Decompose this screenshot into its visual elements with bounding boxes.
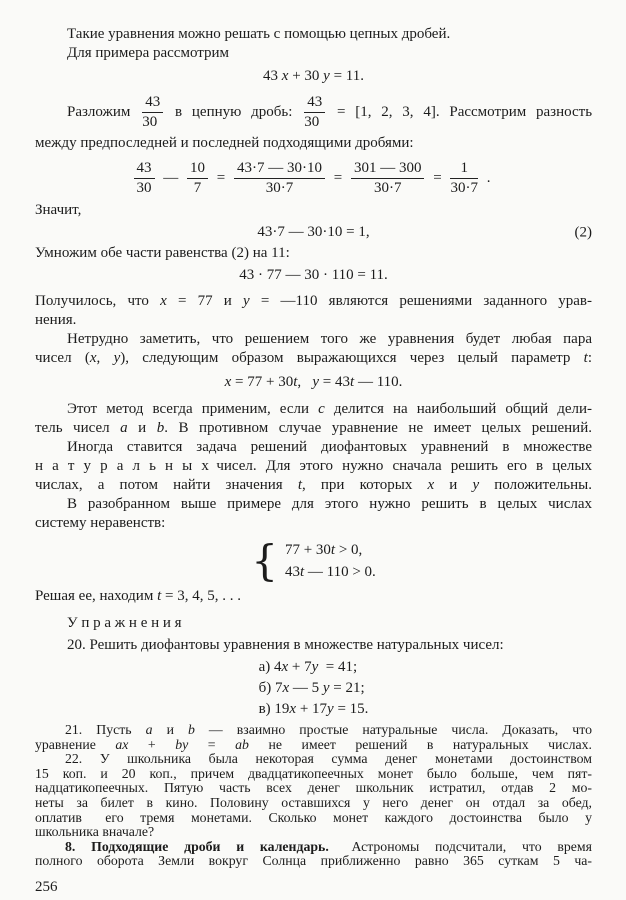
equation-parametric: x = 77 + 30t, y = 43t — 110. xyxy=(224,374,403,390)
fraction-denominator: 30 xyxy=(136,179,152,196)
fraction-difference xyxy=(234,160,325,198)
fraction-10-7 xyxy=(187,160,208,198)
inline-fraction-2 xyxy=(304,94,325,132)
fraction-numerator: 1 xyxy=(450,160,478,179)
exercise-b: б) 7x — 5 y = 21; xyxy=(258,680,365,696)
problem-22-line-3: надцатикопеечных. Пятую часть всех денег школьник истратил, отдав 2 мо- xyxy=(35,780,592,796)
example-line-2: систему неравенств: xyxy=(35,515,166,531)
intro-line-2: Для примера рассмотрим xyxy=(67,45,230,61)
solution-line: Решая ее, находим t = 3, 4, 5, . . . xyxy=(35,588,241,604)
result-line-2: нения. xyxy=(35,312,77,328)
system-rows xyxy=(285,539,376,583)
exercise-equations xyxy=(35,657,592,720)
fraction-301-300 xyxy=(351,160,425,198)
expand-fraction-line xyxy=(35,94,592,132)
remark-line-1: Нетрудно заметить, что решением того же уравнения будет любая пара xyxy=(67,331,592,347)
fraction-denominator: 7 xyxy=(193,179,202,196)
equation-main: 43 x + 30 y = 11. xyxy=(263,68,364,84)
inequality-2: 43t — 110 > 0. xyxy=(284,564,376,580)
fraction-denominator: 30 xyxy=(304,114,320,131)
problem-20-line: 20. Решить диофантовы уравнения в множестве натуральных чисел: xyxy=(67,637,504,653)
equation-multiplied: 43 · 77 — 30 · 110 = 11. xyxy=(239,267,388,283)
fraction-numerator: 10 xyxy=(187,160,208,179)
problem-22-line-5: оплатив его тремя монетами. Сколько монет каждого достоинства было у xyxy=(35,809,592,825)
fraction-denominator: 30·7 xyxy=(373,179,402,196)
example-line-1: В разобранном выше примере для этого нужно решить в целых числах xyxy=(67,496,592,512)
exercise-a: а) 4x + 7y = 41; xyxy=(258,659,358,675)
fraction-numerator: 43 xyxy=(304,94,325,113)
equation-2-labeled xyxy=(35,223,592,242)
equals-operator: = xyxy=(333,169,343,186)
exercise-c: в) 19x + 17y = 15. xyxy=(258,701,369,717)
system-brace: { xyxy=(251,536,278,585)
remark-line-2: чисел (x, y), следующим образом выражающихся через целый параметр t: xyxy=(35,350,593,366)
fraction-numerator: 43 xyxy=(142,94,163,113)
method-line-2: тель чисел a и b. В противном случае уравнение не имеет целых решений. xyxy=(35,420,592,436)
problem-22-line-2: 15 коп. и 20 коп., причем двадцатикопеечных монет было больше, чем пят- xyxy=(35,765,592,781)
page-number: 256 xyxy=(35,878,58,895)
small-print-section xyxy=(35,723,592,869)
inequality-system xyxy=(35,538,592,584)
fraction-denominator: 30·7 xyxy=(265,179,294,196)
natural-line-3: числах, а потом найти значения t, при которых x и y положительны. xyxy=(35,477,593,493)
problem-21-line-1: 21. Пусть a и b — взаимно простые натуральные числа. Доказать, что xyxy=(65,722,592,737)
expand-text-1: Разложим xyxy=(67,104,131,121)
fraction-numerator: 301 — 300 xyxy=(351,160,425,179)
fraction-denominator: 30 xyxy=(142,114,158,131)
fraction-denominator: 30·7 xyxy=(450,179,478,196)
znachit-line: Значит, xyxy=(35,202,82,218)
fraction-43-30 xyxy=(134,160,155,198)
problem-21-line-2: уравнение ax + by = ab не имеет решений в натуральных числах. xyxy=(35,736,592,752)
expand-text-3: = [1, 2, 3, 4]. Рассмотрим разность xyxy=(336,104,593,121)
minus-operator: — xyxy=(163,169,179,186)
problem-22-line-6: школьника вначале? xyxy=(35,824,155,840)
inline-fraction-1 xyxy=(142,94,163,132)
natural-line-2: н а т у р а л ь н ы х чисел. Для этого нужно сначала решить его в целых xyxy=(35,458,592,474)
multiply-line: Умножим обе части равенства (2) на 11: xyxy=(35,245,290,261)
equation-2-body: 43·7 — 30·10 = 1, xyxy=(257,224,370,240)
exercises-heading: У п р а ж н е н и я xyxy=(67,615,182,631)
equals-operator: = xyxy=(216,169,226,186)
natural-line-1: Иногда ставится задача решений диофантовых уравнений в множестве xyxy=(67,439,592,455)
expand-text-2: в цепную дробь: xyxy=(175,104,293,121)
intro-line-1: Такие уравнения можно решать с помощью цепных дробей. xyxy=(67,26,451,42)
equals-operator: = xyxy=(433,169,442,186)
inequality-1: 77 + 30t > 0, xyxy=(284,542,363,558)
problem-22-line-1: 22. У школьника была некоторая сумма денег монетами достоинством xyxy=(65,751,592,767)
exercise-equations-list xyxy=(259,657,369,720)
equation-fractions xyxy=(35,160,592,198)
period: . xyxy=(486,169,491,186)
fraction-numerator: 43 xyxy=(134,160,155,179)
fraction-numerator: 43·7 — 30·10 xyxy=(234,160,325,179)
method-line-1: Этот метод всегда применим, если c делится на наибольший общий дели- xyxy=(67,401,592,417)
equation-number-label: (2) xyxy=(574,224,592,240)
result-line-1: Получилось, что x = 77 и y = —110 являются решениями заданного урав- xyxy=(35,293,593,309)
section-8-line-1: 8. Подходящие дроби и календарь. Астрономы подсчитали, что время xyxy=(65,838,592,854)
section-8-line-2: полного оборота Земли вокруг Солнца приближенно равно 365 суткам 5 ча- xyxy=(35,853,592,869)
fraction-result xyxy=(450,160,478,198)
expand-line-2: между предпоследней и последней подходящими дробями: xyxy=(35,134,414,151)
problem-22-line-4: неты за билет в кино. Половину оставшихся у него денег он отдал за обед, xyxy=(35,794,592,810)
